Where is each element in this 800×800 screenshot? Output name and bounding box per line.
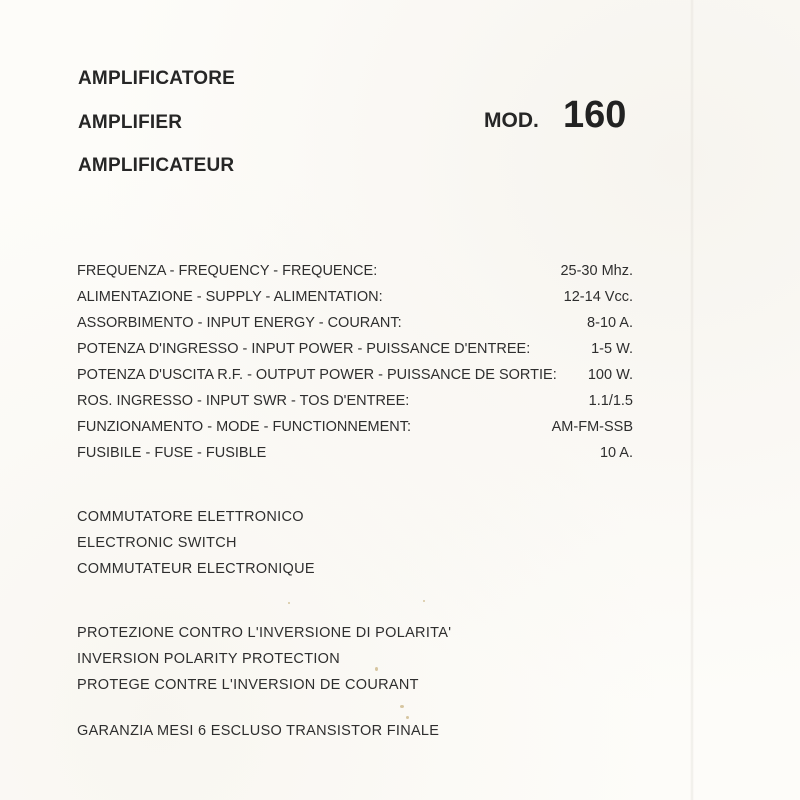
protection-line-french: PROTEGE CONTRE L'INVERSION DE COURANT [77,677,419,693]
title-italian: AMPLIFICATORE [78,68,236,89]
spec-label: FUSIBILE - FUSE - FUSIBLE [77,445,267,461]
spec-row-fuse [77,445,637,465]
spec-value: 25-30 Mhz. [560,263,633,279]
spec-value: 1-5 W. [591,341,633,357]
spec-label: ROS. INGRESSO - INPUT SWR - TOS D'ENTREE: [77,393,410,409]
spec-value: 10 A. [599,445,633,461]
paper-speck [423,600,425,602]
spec-value: 1.1/1.5 [588,393,633,409]
switch-line-italian: COMMUTATORE ELETTRONICO [77,509,304,525]
spec-label: FUNZIONAMENTO - MODE - FUNCTIONNEMENT: [77,419,412,435]
warranty-line: GARANZIA MESI 6 ESCLUSO TRANSISTOR FINALE [77,723,440,739]
spec-label: FREQUENZA - FREQUENCY - FREQUENCE: [77,263,378,279]
model-number: 160 [563,94,627,136]
title-english: AMPLIFIER [78,112,183,133]
switch-line-french: COMMUTATEUR ELECTRONIQUE [77,561,315,577]
switch-line-english: ELECTRONIC SWITCH [77,535,237,551]
spec-row-frequency [77,263,637,283]
spec-label: ASSORBIMENTO - INPUT ENERGY - COURANT: [77,315,402,331]
spec-row-input-energy [77,315,637,335]
paper-speck [288,602,290,604]
paper-speck [406,716,409,719]
spec-row-supply [77,289,637,309]
model-label: MOD. [484,109,539,132]
spec-label: ALIMENTAZIONE - SUPPLY - ALIMENTATION: [77,289,383,305]
spec-row-mode [77,419,637,439]
spec-value: 12-14 Vcc. [563,289,633,305]
spec-value: AM-FM-SSB [551,419,633,435]
spec-value: 100 W. [587,367,633,383]
spec-label: POTENZA D'USCITA R.F. - OUTPUT POWER - PUISSANCE DE SORTIE: [77,367,557,383]
paper-speck [400,705,404,708]
spec-row-input-swr [77,393,637,413]
protection-line-italian: PROTEZIONE CONTRO L'INVERSIONE DI POLARITA' [77,625,452,641]
spec-row-input-power [77,341,637,361]
protection-line-english: INVERSION POLARITY PROTECTION [77,651,341,667]
spec-label: POTENZA D'INGRESSO - INPUT POWER - PUISSANCE D'ENTREE: [77,341,531,357]
spec-value: 8-10 A. [587,315,633,331]
title-french: AMPLIFICATEUR [78,155,235,176]
paper-speck [375,667,378,671]
paper-fold [690,0,694,800]
spec-row-output-power [77,367,637,387]
